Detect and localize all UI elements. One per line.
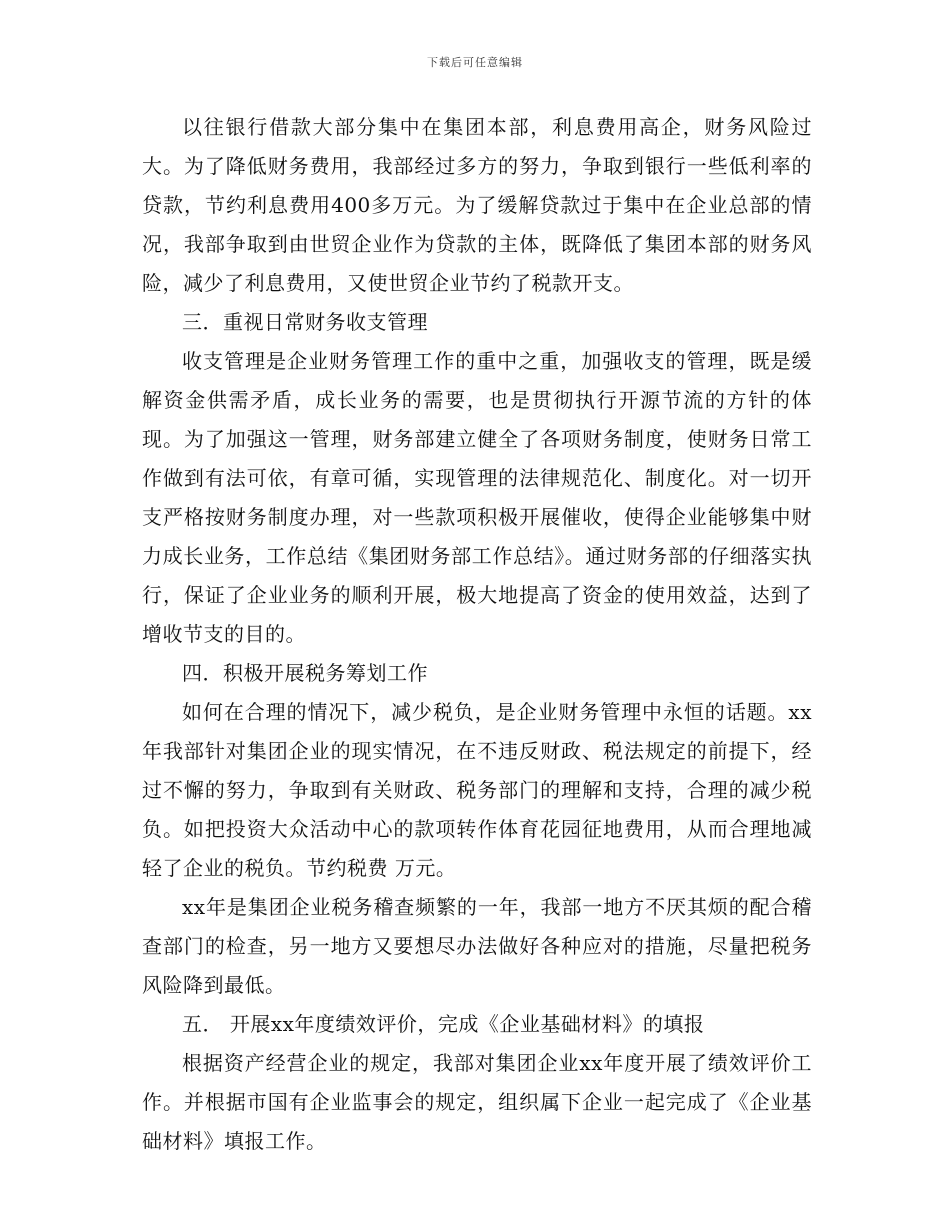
header-note: 下载后可任意编辑 bbox=[427, 56, 523, 69]
document-body bbox=[142, 108, 812, 1161]
paragraph-income-expense: 收支管理是企业财务管理工作的重中之重，加强收支的管理，既是缓解资金供需矛盾，成长业务的需要，也是贯彻执行开源节流的方针的体现。为了加强这一管理，财务部建立健全了各项财务制度，使财务日常工作做到有法可依，有章可循，实现管理的法律规范化、制度化。对一切开支严格按财务制度办理，对一些款项积极开展催收，使得企业能够集中财力成长业务，工作总结《集团财务部工作总结》。通过财务部的仔细落实执行，保证了企业业务的顺利开展，极大地提高了资金的使用效益，达到了增收节支的目的。 bbox=[142, 349, 812, 646]
paragraph-tax-audit: xx年是集团企业税务稽查频繁的一年，我部一地方不厌其烦的配合稽查部门的检查，另一地方又要想尽办法做好各种应对的措施，尽量把税务风险降到最低。 bbox=[142, 895, 812, 997]
section-heading-4: 四．积极开展税务筹划工作 bbox=[182, 661, 428, 685]
paragraph-performance-evaluation: 根据资产经营企业的规定，我部对集团企业xx年度开展了绩效评价工作。并根据市国有企业监事会的规定，组织属下企业一起完成了《企业基础材料》填报工作。 bbox=[142, 1051, 812, 1153]
section-heading-3: 三．重视日常财务收支管理 bbox=[182, 310, 428, 334]
paragraph-bank-loans: 以往银行借款大部分集中在集团本部，利息费用高企，财务风险过大。为了降低财务费用，我部经过多方的努力，争取到银行一些低利率的贷款，节约利息费用400多万元。为了缓解贷款过于集中在企业总部的情况，我部争取到由世贸企业作为贷款的主体，既降低了集团本部的财务风险，减少了利息费用，又使世贸企业节约了税款开支。 bbox=[142, 115, 812, 295]
section-heading-5: 五． 开展xx年度绩效评价，完成《企业基础材料》的填报 bbox=[182, 1012, 705, 1036]
paragraph-tax-planning: 如何在合理的情况下，减少税负，是企业财务管理中永恒的话题。xx年我部针对集团企业的现实情况，在不违反财政、税法规定的前提下，经过不懈的努力，争取到有关财政、税务部门的理解和支持，合理的减少税负。如把投资大众活动中心的款项转作体育花园征地费用，从而合理地减轻了企业的税负。节约税费 万元。 bbox=[142, 700, 812, 880]
